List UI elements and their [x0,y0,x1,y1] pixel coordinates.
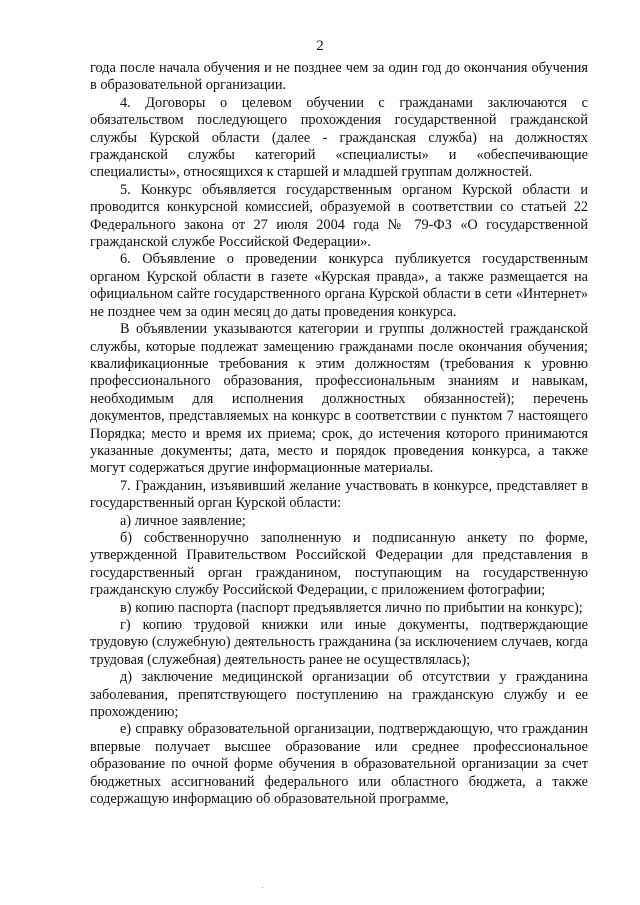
list-item-g: г) копию трудовой книжки или иные документы, подтверждающие трудовую (служебную) деятельность гражданина (за исключением случаев, когда трудовая (служебная) деятельность ранее не осуществлялась); [90,617,588,668]
list-item-b: б) собственноручно заполненную и подписанную анкету по форме, утвержденной Правительством Российской Федерации для представления в государственный орган гражданином, поступающим на государственную гражданскую службу Российской Федерации, с приложением фотографии; [90,529,588,599]
list-item-a: а) личное заявление; [120,512,246,529]
document-body [90,60,588,808]
paragraph-6: 6. Объявление о проведении конкурса публикуется государственным органом Курской области в газете «Курская правда», а также размещается на официальном сайте государственного органа Курской области в сети «Интернет» не позднее чем за один месяц до даты проведения конкурса. [90,251,588,320]
list-item-e: е) справку образовательной организации, подтверждающую, что гражданин впервые получает высшее образование или среднее профессиональное образование по очной форме обучения в образовательной организации за счет бюджетных ассигнований федерального или областного бюджета, а также содержащую информацию об образовательной программе, [90,721,588,808]
paragraph-continuation: года после начала обучения и не позднее чем за один год до окончания обучения в образовательной организации. [90,60,588,94]
paragraph-5: 5. Конкурс объявляется государственным органом Курской области и проводится конкурсной комиссией, образуемой в соответствии со статьей 22 Федерального закона от 27 июля 2004 года № 79-ФЗ «О государственной гражданской службе Российской Федерации». [90,181,588,251]
list-item-v: в) копию паспорта (паспорт предъявляется лично по прибытии на конкурс); [120,599,583,616]
list-item-d: д) заключение медицинской организации об отсутствии у гражданина заболевания, препятствующего поступлению на гражданскую службу и ее прохождению; [90,669,588,721]
scan-speck [262,887,263,888]
paragraph-6-announcement-contents: В объявлении указываются категории и группы должностей гражданской службы, которые подлежат замещению гражданами после окончания обучения; квалификационные требования к этим должностям (требования к уровню профессионального образования, профессиональным знаниям и навыкам, необходимым для исполнения должностных обязанностей); перечень документов, представляемых на конкурс в соответствии с пунктом 7 настоящего Порядка; место и время их приема; срок, до истечения которого принимаются указанные документы; дата, место и порядок проведения конкурса, а также могут содержаться другие информационные материалы. [90,321,588,477]
paragraph-4: 4. Договоры о целевом обучении с гражданами заключаются с обязательством последующего прохождения государственной гражданской службы Курской области (далее - гражданская служба) на должностях гражданской службы категорий «специалисты» и «обеспечивающие специалисты», относящихся к старшей и младшей группам должностей. [90,94,588,181]
page-number: 2 [316,38,324,54]
paragraph-7: 7. Гражданин, изъявивший желание участвовать в конкурсе, представляет в государственный орган Курской области: [90,477,588,512]
